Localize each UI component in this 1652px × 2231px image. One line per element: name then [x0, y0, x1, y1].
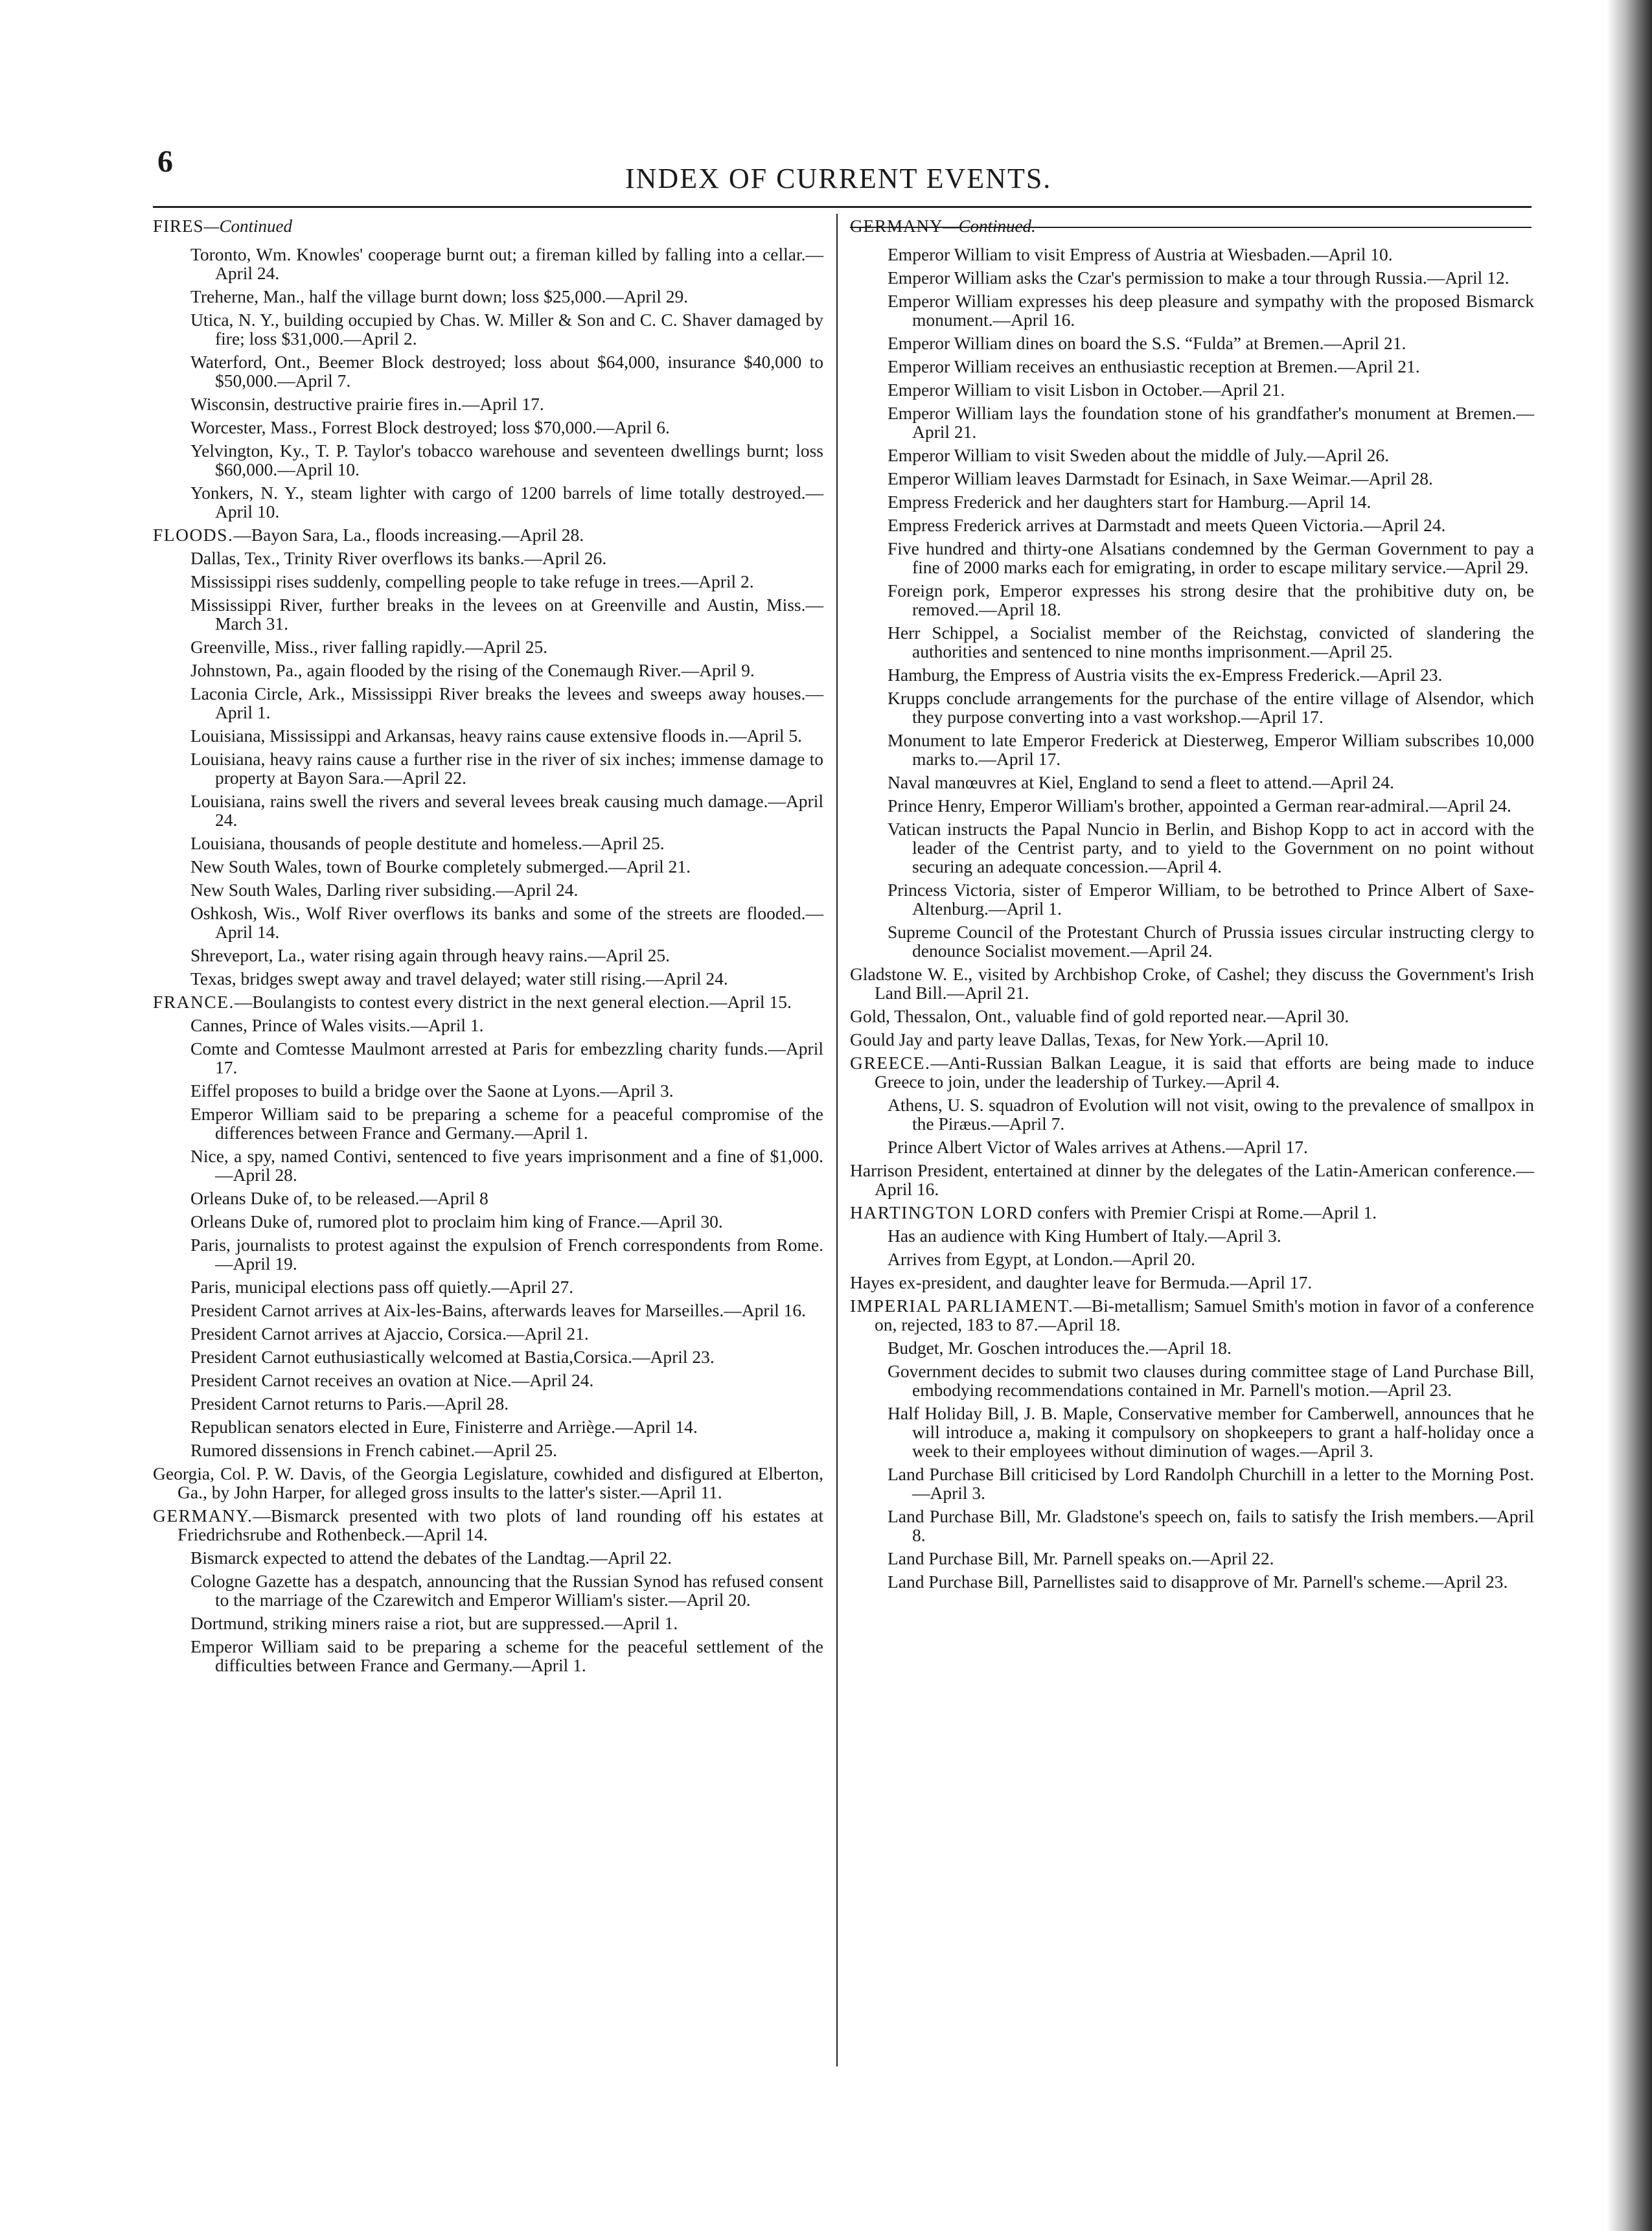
heading-topic: FIRES — [153, 216, 204, 236]
entry-text: Prince Henry, Emperor William's brother, appointed a German rear-admiral.—April 24. — [888, 795, 1511, 816]
entry-text: Orleans Duke of, rumored plot to proclaim him king of France.—April 30. — [190, 1211, 723, 1231]
index-entry — [190, 903, 823, 942]
index-entry — [190, 1277, 823, 1297]
entry-text: Toronto, Wm. Knowles' cooperage burnt out; a fireman killed by falling into a cellar.—April 24. — [190, 244, 823, 283]
index-entry — [888, 515, 1534, 535]
index-entry — [153, 525, 823, 545]
index-entry — [888, 492, 1534, 512]
index-entry — [888, 922, 1534, 961]
index-entry — [190, 880, 823, 900]
index-entry — [190, 1613, 823, 1633]
entry-text: Has an audience with King Humbert of Italy.—April 3. — [888, 1226, 1281, 1246]
entry-text: Empress Frederick and her daughters start for Hamburg.—April 14. — [888, 492, 1371, 512]
entry-text: Cologne Gazette has a despatch, announcing that the Russian Synod has refused consent to the marriage of the Czarewitch and Emperor William's sister.—April 20. — [190, 1571, 823, 1610]
entry-text: Empress Frederick arrives at Darmstadt and meets Queen Victoria.—April 24. — [888, 515, 1446, 535]
entry-text: Vatican instructs the Papal Nuncio in Berlin, and Bishop Kopp to act in accord with the leader of the Centrist party, and to yield to the Government on no point without securing an adequate concession.—April 4. — [888, 819, 1534, 876]
entry-text: Five hundred and thirty-one Alsatians condemned by the German Government to pay a fine of 2000 marks each for emigrating, in order to escape military service.—April 29. — [888, 538, 1534, 577]
entry-text: Dortmund, striking miners raise a riot, but are suppressed.—April 1. — [190, 1613, 678, 1633]
page-edge-shadow — [1607, 0, 1652, 2231]
entry-text: Rumored dissensions in French cabinet.—April 25. — [190, 1440, 557, 1460]
entry-text: Land Purchase Bill, Parnellistes said to disapprove of Mr. Parnell's scheme.—April 23. — [888, 1572, 1508, 1592]
index-entry — [190, 1235, 823, 1274]
index-entry — [190, 286, 823, 306]
index-entry — [888, 665, 1534, 685]
index-entry — [190, 1188, 823, 1208]
entry-text: President Carnot arrives at Aix-les-Bains, afterwards leaves for Marseilles.—April 16. — [190, 1300, 807, 1320]
index-entry — [153, 1463, 823, 1502]
entry-text: Gold, Thessalon, Ont., valuable find of gold reported near.—April 30. — [850, 1006, 1349, 1026]
index-entry — [190, 1417, 823, 1437]
entry-text: Half Holiday Bill, J. B. Maple, Conservative member for Camberwell, announces that he will introduce a, making it compulsory on shopkeepers to grant a half-holiday once a week to their employees without diminution of wages.—April 3. — [888, 1403, 1534, 1461]
index-entry — [888, 1226, 1534, 1246]
entry-text: Emperor William to visit Sweden about the middle of July.—April 26. — [888, 445, 1390, 465]
index-entry — [190, 856, 823, 876]
entry-text: Eiffel proposes to build a bridge over the Saone at Lyons.—April 3. — [190, 1081, 674, 1101]
entry-text: Emperor William dines on board the S.S. “Fulda” at Bremen.—April 21. — [888, 333, 1406, 353]
index-entry — [888, 580, 1534, 619]
entry-text: Louisiana, Mississippi and Arkansas, heavy rains cause extensive floods in.—April 5. — [190, 726, 803, 746]
index-entry — [888, 880, 1534, 919]
index-entry — [190, 352, 823, 391]
entry-text: Emperor William lays the foundation stone of his grandfather's monument at Bremen.—April 21. — [888, 403, 1534, 442]
index-entry — [190, 244, 823, 283]
index-entry — [190, 571, 823, 591]
entry-text: New South Wales, Darling river subsiding.—April 24. — [190, 880, 579, 900]
index-entry — [190, 726, 823, 746]
entry-text: Krupps conclude arrangements for the purchase of the entire village of Alsendor, which they purpose converting into a vast workshop.—April 17. — [888, 688, 1534, 727]
index-entry — [850, 964, 1534, 1003]
entry-text: Gould Jay and party leave Dallas, Texas, for New York.—April 10. — [850, 1029, 1329, 1049]
heading-suffix: —Continued. — [943, 216, 1036, 236]
entry-text: —Anti-Russian Balkan League, it is said that efforts are being made to induce Greece to join, under the leadership of Turkey.—April 4. — [875, 1053, 1534, 1092]
left-column-heading — [153, 217, 823, 236]
entry-text: Waterford, Ont., Beemer Block destroyed; loss about $64,000, insurance $40,000 to $50,000.—April 7. — [190, 352, 823, 391]
entry-text: Nice, a spy, named Contivi, sentenced to five years imprisonment and a fine of $1,000.—April 28. — [190, 1146, 823, 1185]
entry-text: Emperor William receives an enthusiastic reception at Bremen.—April 21. — [888, 356, 1420, 376]
entry-text: Utica, N. Y., building occupied by Chas. W. Miller & Son and C. C. Shaver damaged by fire; loss $31,000.—April 2. — [190, 310, 823, 349]
index-entry — [888, 730, 1534, 769]
index-entry — [190, 1440, 823, 1460]
index-entry — [888, 268, 1534, 288]
index-entry — [888, 623, 1534, 661]
index-entry — [850, 1053, 1534, 1092]
index-entry — [888, 1137, 1534, 1157]
entry-text: Louisiana, thousands of people destitute and homeless.—April 25. — [190, 833, 665, 853]
index-entry — [190, 945, 823, 965]
index-entry — [190, 1211, 823, 1231]
index-entry — [190, 660, 823, 680]
index-entry — [153, 1505, 823, 1544]
index-entry — [888, 819, 1534, 876]
entry-text: Emperor William leaves Darmstadt for Esinach, in Saxe Weimar.—April 28. — [888, 468, 1433, 488]
index-entry — [888, 772, 1534, 792]
heading-topic: GERMANY — [850, 216, 943, 236]
index-entry — [888, 291, 1534, 330]
index-entry — [888, 1464, 1534, 1503]
entry-text: Oshkosh, Wis., Wolf River overflows its banks and some of the streets are flooded.—April 14. — [190, 903, 823, 942]
entry-text: Emperor William expresses his deep pleasure and sympathy with the proposed Bismarck monument.—April 16. — [888, 291, 1534, 330]
index-entry — [190, 1104, 823, 1143]
index-entry — [190, 1548, 823, 1568]
index-entry — [190, 1393, 823, 1413]
entry-text: —Bayon Sara, La., floods increasing.—April 28. — [233, 525, 584, 545]
index-entry — [153, 992, 823, 1012]
index-entry — [190, 440, 823, 479]
entry-topic: HARTINGTON LORD — [850, 1202, 1033, 1222]
entry-text: Shreveport, La., water rising again through heavy rains.—April 25. — [190, 945, 671, 965]
entry-text: —Bi-metallism; Samuel Smith's motion in favor of a conference on, rejected, 183 to 87.—April 18. — [875, 1296, 1534, 1334]
header-rule — [153, 206, 1532, 208]
index-entry — [190, 791, 823, 830]
entry-text: Mississippi River, further breaks in the levees on at Greenville and Austin, Miss.—March 31. — [190, 595, 823, 634]
right-entry-list — [850, 245, 1534, 1591]
right-column-heading — [850, 217, 1534, 236]
entry-text: Budget, Mr. Goschen introduces the.—April 18. — [888, 1338, 1232, 1358]
entry-text: Naval manœuvres at Kiel, England to send a fleet to attend.—April 24. — [888, 772, 1395, 792]
entry-text: confers with Premier Crispi at Rome.—April 1. — [1033, 1202, 1377, 1222]
left-column — [153, 217, 823, 1679]
entry-text: Hamburg, the Empress of Austria visits the ex-Empress Frederick.—April 23. — [888, 665, 1443, 685]
index-entry — [850, 1029, 1534, 1049]
index-entry — [190, 417, 823, 437]
entry-text: Treherne, Man., half the village burnt down; loss $25,000.—April 29. — [190, 286, 689, 306]
index-entry — [888, 1249, 1534, 1269]
index-entry — [888, 1548, 1534, 1568]
index-entry — [190, 637, 823, 657]
entry-text: New South Wales, town of Bourke completely submerged.—April 21. — [190, 856, 691, 876]
index-entry — [888, 1095, 1534, 1134]
entry-text: Mississippi rises suddenly, compelling people to take refuge in trees.—April 2. — [190, 571, 754, 591]
index-entry — [850, 1202, 1534, 1222]
entry-text: Emperor William said to be preparing a scheme for the peaceful settlement of the difficulties between France and Germany.—April 1. — [190, 1636, 823, 1675]
entry-text: Cannes, Prince of Wales visits.—April 1. — [190, 1015, 484, 1035]
entry-text: Harrison President, entertained at dinner by the delegates of the Latin-American conference.—April 16. — [850, 1160, 1534, 1199]
entry-text: Emperor William to visit Lisbon in October.—April 21. — [888, 380, 1285, 400]
index-entry — [190, 968, 823, 989]
entry-text: Arrives from Egypt, at London.—April 20. — [888, 1249, 1196, 1269]
entry-text: —Bismarck presented with two plots of land rounding off his estates at Friedrichsrube and Rothenbeck.—April 14. — [178, 1505, 823, 1544]
index-entry — [190, 683, 823, 722]
page-number: 6 — [157, 144, 173, 179]
entry-text: Land Purchase Bill, Mr. Parnell speaks on.—April 22. — [888, 1548, 1274, 1568]
index-entry — [888, 403, 1534, 442]
index-entry — [888, 1403, 1534, 1461]
entry-text: —Boulangists to contest every district in the next general election.—April 15. — [234, 992, 792, 1012]
entry-text: Emperor William to visit Empress of Austria at Wiesbaden.—April 10. — [888, 244, 1393, 264]
entry-topic: IMPERIAL PARLIAMENT. — [850, 1296, 1074, 1316]
entry-topic: FLOODS. — [153, 525, 234, 545]
index-entry — [190, 1323, 823, 1344]
entry-text: Greenville, Miss., river falling rapidly.—April 25. — [190, 637, 548, 657]
entry-text: Comte and Comtesse Maulmont arrested at Paris for embezzling charity funds.—April 17. — [190, 1038, 823, 1077]
index-entry — [190, 1015, 823, 1035]
entry-text: Emperor William asks the Czar's permission to make a tour through Russia.—April 12. — [888, 268, 1509, 288]
index-entry — [190, 310, 823, 349]
left-entry-list — [153, 245, 823, 1675]
entry-text: Wisconsin, destructive prairie fires in.—April 17. — [190, 394, 544, 414]
entry-text: Emperor William said to be preparing a scheme for a peaceful compromise of the differences between France and Germany.—April 1. — [190, 1104, 823, 1143]
index-entry — [888, 244, 1534, 264]
entry-text: Princess Victoria, sister of Emperor William, to be betrothed to Prince Albert of Saxe-Altenburg.—April 1. — [888, 880, 1534, 919]
right-column — [850, 217, 1534, 1596]
entry-text: Land Purchase Bill, Mr. Gladstone's speech on, fails to satisfy the Irish members.—April 8. — [888, 1506, 1534, 1545]
entry-text: Herr Schippel, a Socialist member of the Reichstag, convicted of slandering the authorities and sentenced to nine months imprisonment.—April 25. — [888, 623, 1534, 661]
index-entry — [888, 380, 1534, 400]
entry-text: Orleans Duke of, to be released.—April 8 — [190, 1188, 488, 1208]
index-entry — [888, 1506, 1534, 1545]
entry-topic: GERMANY. — [153, 1505, 253, 1526]
entry-text: Athens, U. S. squadron of Evolution will not visit, owing to the prevalence of smallpox in the Piræus.—April 7. — [888, 1095, 1534, 1134]
entry-text: Georgia, Col. P. W. Davis, of the Georgia Legislature, cowhided and disfigured at Elberton, Ga., by John Harper, for alleged gross insults to the latter's sister.—April 11. — [153, 1463, 823, 1502]
index-entry — [850, 1272, 1534, 1292]
index-entry — [190, 394, 823, 414]
index-entry — [190, 1300, 823, 1320]
entry-text: President Carnot euthusiastically welcomed at Bastia,Corsica.—April 23. — [190, 1347, 715, 1367]
entry-text: Gladstone W. E., visited by Archbishop Croke, of Cashel; they discuss the Government's Irish Land Bill.—April 21. — [850, 964, 1534, 1003]
index-entry — [190, 548, 823, 568]
entry-text: President Carnot receives an ovation at Nice.—April 24. — [190, 1370, 594, 1390]
entry-text: Louisiana, rains swell the rivers and several levees break causing much damage.—April 24. — [190, 791, 823, 830]
index-entry — [888, 1361, 1534, 1400]
entry-topic: GREECE. — [850, 1053, 931, 1073]
entry-text: Paris, journalists to protest against the expulsion of French correspondents from Rome.—April 19. — [190, 1235, 823, 1274]
entry-text: Johnstown, Pa., again flooded by the rising of the Conemaugh River.—April 9. — [190, 660, 755, 680]
index-entry — [888, 333, 1534, 353]
index-entry — [850, 1160, 1534, 1199]
index-entry — [888, 795, 1534, 816]
index-entry — [850, 1006, 1534, 1026]
entry-text: Land Purchase Bill criticised by Lord Randolph Churchill in a letter to the Morning Post.—April 3. — [888, 1464, 1534, 1503]
entry-text: Louisiana, heavy rains cause a further rise in the river of six inches; immense damage to property at Bayon Sara.—April 22. — [190, 749, 823, 788]
entry-text: Republican senators elected in Eure, Finisterre and Arriège.—April 14. — [190, 1417, 698, 1437]
index-entry — [190, 1081, 823, 1101]
entry-text: Worcester, Mass., Forrest Block destroyed; loss $70,000.—April 6. — [190, 417, 670, 437]
entry-text: Hayes ex-president, and daughter leave for Bermuda.—April 17. — [850, 1272, 1313, 1292]
index-entry — [888, 538, 1534, 577]
index-entry — [190, 1571, 823, 1610]
entry-text: President Carnot arrives at Ajaccio, Corsica.—April 21. — [190, 1323, 589, 1344]
index-entry — [190, 749, 823, 788]
index-entry — [888, 1572, 1534, 1592]
index-entry — [190, 833, 823, 853]
index-entry — [850, 1296, 1534, 1334]
entry-text: Yelvington, Ky., T. P. Taylor's tobacco warehouse and seventeen dwellings burnt; loss $60,000.—April 10. — [190, 440, 823, 479]
index-entry — [888, 356, 1534, 376]
entry-text: Yonkers, N. Y., steam lighter with cargo of 1200 barrels of lime totally destroyed.—April 10. — [190, 483, 823, 521]
entry-topic: FRANCE. — [153, 992, 235, 1012]
index-entry — [888, 688, 1534, 727]
column-divider — [836, 214, 838, 2066]
index-entry — [190, 1347, 823, 1367]
entry-text: Dallas, Tex., Trinity River overflows its banks.—April 26. — [190, 548, 607, 568]
entry-text: Prince Albert Victor of Wales arrives at Athens.—April 17. — [888, 1137, 1308, 1157]
entry-text: Government decides to submit two clauses during committee stage of Land Purchase Bill, embodying recommendations contained in Mr. Parnell's motion.—April 23. — [888, 1361, 1534, 1400]
index-entry — [190, 1146, 823, 1185]
entry-text: Laconia Circle, Ark., Mississippi River breaks the levees and sweeps away houses.—April 1. — [190, 683, 823, 722]
entry-text: Paris, municipal elections pass off quietly.—April 27. — [190, 1277, 574, 1297]
entry-text: Monument to late Emperor Frederick at Diesterweg, Emperor William subscribes 10,000 marks to.—April 17. — [888, 730, 1534, 769]
index-entry — [190, 1636, 823, 1675]
index-entry — [190, 1370, 823, 1390]
index-entry — [190, 483, 823, 521]
entry-text: Supreme Council of the Protestant Church of Prussia issues circular instructing clergy to denounce Socialist movement.—April 24. — [888, 922, 1534, 961]
index-entry — [888, 468, 1534, 488]
index-entry — [190, 1038, 823, 1077]
entry-text: Foreign pork, Emperor expresses his strong desire that the prohibitive duty on, be removed.—April 18. — [888, 580, 1534, 619]
index-entry — [888, 1338, 1534, 1358]
index-entry — [888, 445, 1534, 465]
page-title: INDEX OF CURRENT EVENTS. — [625, 163, 1052, 194]
index-entry — [190, 595, 823, 634]
entry-text: President Carnot returns to Paris.—April 28. — [190, 1393, 509, 1413]
entry-text: Texas, bridges swept away and travel delayed; water still rising.—April 24. — [190, 968, 728, 989]
entry-text: Bismarck expected to attend the debates of the Landtag.—April 22. — [190, 1548, 672, 1568]
heading-suffix: —Continued — [203, 216, 293, 236]
